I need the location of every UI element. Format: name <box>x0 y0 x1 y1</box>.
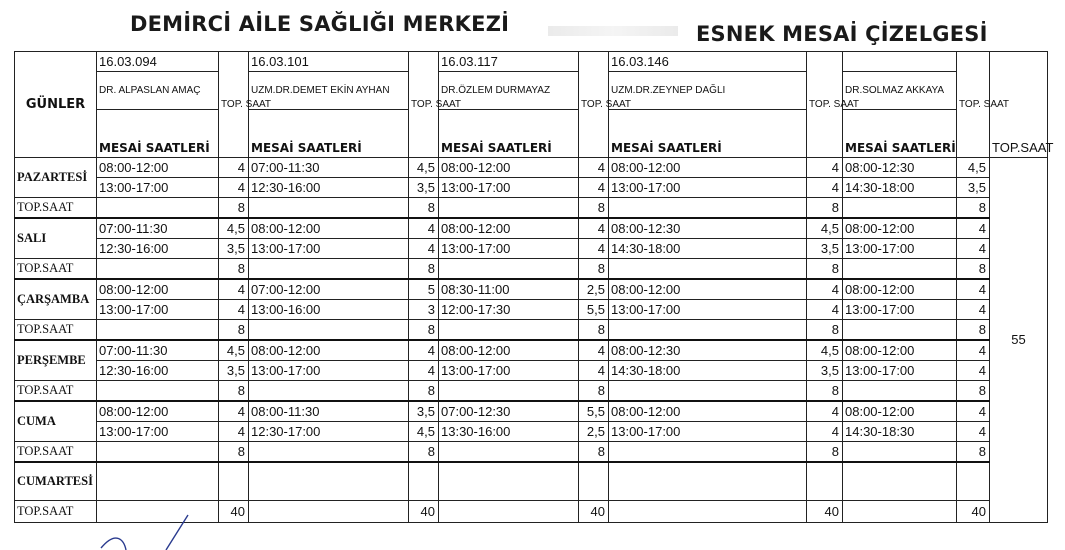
shift-hours: 08:00-12:00 <box>609 401 807 422</box>
shift-duration: 4 <box>957 340 990 361</box>
shift-hours: 12:30-16:00 <box>97 239 219 259</box>
empty-cell <box>97 381 219 402</box>
shift-hours: 12:00-17:30 <box>439 300 579 320</box>
day-total-row <box>15 381 1048 402</box>
mesai-header: MESAİ SAATLERİ <box>843 110 957 158</box>
day-total-value: 8 <box>579 320 609 341</box>
shift-duration: 4 <box>219 178 249 198</box>
day-total-value: 8 <box>957 381 990 402</box>
empty-cell <box>97 259 219 280</box>
empty-cell <box>249 500 409 522</box>
header-row-codes <box>15 52 1048 72</box>
header-row-mesai <box>15 110 1048 158</box>
shift-hours: 13:00-17:00 <box>97 178 219 198</box>
shift-duration: 4 <box>579 218 609 239</box>
empty-cell <box>97 198 219 219</box>
shift-duration: 4 <box>409 361 439 381</box>
week-total-label: TOP.SAAT <box>15 500 97 522</box>
empty-cell <box>249 462 409 500</box>
shift-duration: 4 <box>219 422 249 442</box>
shift-duration: 3,5 <box>409 401 439 422</box>
doctor-name: UZM.DR.ZEYNEP DAĞLI <box>609 72 807 110</box>
shift-duration: 4 <box>957 361 990 381</box>
empty-cell <box>843 320 957 341</box>
shift-hours: 08:00-12:30 <box>609 340 807 361</box>
shift-row <box>15 178 1048 198</box>
day-total-value: 8 <box>807 442 843 463</box>
shift-hours: 13:00-17:00 <box>609 300 807 320</box>
shift-hours: 08:00-12:00 <box>609 158 807 178</box>
shift-duration: 4 <box>579 239 609 259</box>
day-total-value: 8 <box>807 198 843 219</box>
shift-hours: 08:00-12:00 <box>439 340 579 361</box>
top-saat-header: TOP. SAAT <box>409 52 439 158</box>
shift-hours: 08:00-11:30 <box>249 401 409 422</box>
day-total-value: 8 <box>957 259 990 280</box>
day-total-value: 8 <box>957 320 990 341</box>
shift-duration: 3,5 <box>219 239 249 259</box>
empty-cell <box>609 320 807 341</box>
shift-duration: 4,5 <box>807 340 843 361</box>
empty-cell <box>579 462 609 500</box>
day-label: CUMARTESİ <box>15 462 97 500</box>
day-total-value: 8 <box>409 198 439 219</box>
day-total-value: 8 <box>219 198 249 219</box>
empty-cell <box>843 500 957 522</box>
shift-hours: 13:30-16:00 <box>439 422 579 442</box>
doctor-code: 16.03.094 <box>97 52 219 72</box>
day-total-value: 8 <box>219 381 249 402</box>
doctor-code <box>843 52 957 72</box>
shift-hours: 13:00-17:00 <box>439 178 579 198</box>
shift-duration: 4 <box>807 158 843 178</box>
shift-hours: 12:30-16:00 <box>97 361 219 381</box>
shift-duration: 5 <box>409 279 439 300</box>
shift-hours: 13:00-17:00 <box>843 239 957 259</box>
empty-cell <box>843 259 957 280</box>
shift-hours: 07:00-11:30 <box>97 340 219 361</box>
shift-duration: 4 <box>807 279 843 300</box>
shift-duration: 3,5 <box>807 361 843 381</box>
shift-hours: 08:00-12:00 <box>97 158 219 178</box>
shift-duration: 4 <box>807 300 843 320</box>
shift-duration: 4,5 <box>957 158 990 178</box>
shift-duration: 4 <box>219 401 249 422</box>
empty-cell <box>807 462 843 500</box>
empty-cell <box>249 442 409 463</box>
shift-duration: 4,5 <box>219 218 249 239</box>
schedule-sheet <box>14 51 1054 531</box>
shift-row <box>15 158 1048 178</box>
shift-hours: 08:00-12:30 <box>843 158 957 178</box>
empty-cell <box>97 320 219 341</box>
shift-hours: 13:00-17:00 <box>439 361 579 381</box>
empty-cell <box>249 259 409 280</box>
mesai-header: MESAİ SAATLERİ <box>249 110 409 158</box>
shift-row <box>15 300 1048 320</box>
shift-row <box>15 218 1048 239</box>
week-total-value: 40 <box>219 500 249 522</box>
day-label: SALI <box>15 218 97 259</box>
day-total-label: TOP.SAAT <box>15 259 97 280</box>
shift-duration: 5,5 <box>579 401 609 422</box>
shift-hours: 13:00-17:00 <box>843 361 957 381</box>
shift-row <box>15 422 1048 442</box>
day-total-value: 8 <box>579 259 609 280</box>
day-label: CUMA <box>15 401 97 442</box>
day-total-value: 8 <box>807 320 843 341</box>
shift-duration: 3,5 <box>409 178 439 198</box>
shift-duration: 3 <box>409 300 439 320</box>
shift-duration: 5,5 <box>579 300 609 320</box>
day-total-row <box>15 320 1048 341</box>
shift-duration: 4 <box>409 340 439 361</box>
empty-cell <box>439 198 579 219</box>
day-total-value: 8 <box>579 442 609 463</box>
day-total-label: TOP.SAAT <box>15 381 97 402</box>
shift-duration: 4 <box>409 218 439 239</box>
empty-cell <box>843 442 957 463</box>
schedule-title: ESNEK MESAİ ÇİZELGESİ <box>696 22 988 46</box>
shift-duration: 3,5 <box>219 361 249 381</box>
shift-row <box>15 401 1048 422</box>
doctor-code: 16.03.117 <box>439 52 579 72</box>
days-header: GÜNLER <box>15 52 97 158</box>
grand-total-header: TOP.SAAT <box>990 52 1048 158</box>
shift-row <box>15 239 1048 259</box>
day-total-value: 8 <box>409 442 439 463</box>
shift-duration: 4 <box>579 178 609 198</box>
shift-hours: 13:00-17:00 <box>97 300 219 320</box>
day-label: ÇARŞAMBA <box>15 279 97 320</box>
shift-hours: 08:00-12:00 <box>843 218 957 239</box>
empty-cell <box>609 259 807 280</box>
week-total-value: 40 <box>579 500 609 522</box>
shift-hours: 13:00-17:00 <box>609 178 807 198</box>
week-total-value: 40 <box>807 500 843 522</box>
shift-duration: 4,5 <box>807 218 843 239</box>
week-total-value: 40 <box>957 500 990 522</box>
day-total-value: 8 <box>807 381 843 402</box>
day-total-label: TOP.SAAT <box>15 320 97 341</box>
shift-duration: 4,5 <box>219 340 249 361</box>
shift-hours: 08:00-12:00 <box>439 158 579 178</box>
mesai-header: MESAİ SAATLERİ <box>97 110 219 158</box>
shift-hours: 14:30-18:00 <box>609 239 807 259</box>
empty-cell <box>439 442 579 463</box>
doctor-name: DR.SOLMAZ AKKAYA <box>843 72 957 110</box>
shift-row <box>15 279 1048 300</box>
doctor-name: DR.ÖZLEM DURMAYAZ <box>439 72 579 110</box>
day-total-value: 8 <box>579 198 609 219</box>
day-total-value: 8 <box>219 320 249 341</box>
day-total-value: 8 <box>409 381 439 402</box>
shift-hours: 13:00-17:00 <box>843 300 957 320</box>
day-total-label: TOP.SAAT <box>15 198 97 219</box>
shift-duration: 3,5 <box>957 178 990 198</box>
empty-cell <box>249 198 409 219</box>
shift-hours: 13:00-17:00 <box>439 239 579 259</box>
shift-row <box>15 361 1048 381</box>
shift-hours: 08:00-12:00 <box>609 279 807 300</box>
shift-duration: 4 <box>957 239 990 259</box>
shift-duration: 4,5 <box>409 422 439 442</box>
grand-total-value: 55 <box>990 158 1048 523</box>
shift-hours: 12:30-16:00 <box>249 178 409 198</box>
page-title: DEMİRCİ AİLE SAĞLIĞI MERKEZİ <box>130 12 510 36</box>
shift-hours: 08:00-12:00 <box>97 279 219 300</box>
shift-hours: 08:00-12:00 <box>843 401 957 422</box>
day-total-row <box>15 442 1048 463</box>
empty-cell <box>609 381 807 402</box>
doctor-name: UZM.DR.DEMET EKİN AYHAN <box>249 72 409 110</box>
shift-hours: 13:00-17:00 <box>97 422 219 442</box>
shift-hours: 07:00-11:30 <box>249 158 409 178</box>
saturday-row <box>15 462 1048 500</box>
top-saat-header: TOP. SAAT <box>957 52 990 158</box>
shift-hours: 13:00-17:00 <box>249 361 409 381</box>
week-total-value: 40 <box>409 500 439 522</box>
empty-cell <box>439 320 579 341</box>
empty-cell <box>609 462 807 500</box>
shift-hours: 07:00-11:30 <box>97 218 219 239</box>
day-total-row <box>15 198 1048 219</box>
empty-cell <box>439 259 579 280</box>
shift-duration: 2,5 <box>579 279 609 300</box>
day-total-value: 8 <box>409 259 439 280</box>
shift-row <box>15 340 1048 361</box>
empty-cell <box>843 381 957 402</box>
empty-cell <box>439 500 579 522</box>
shift-duration: 4 <box>579 158 609 178</box>
shift-hours: 08:00-12:30 <box>609 218 807 239</box>
shift-hours: 08:30-11:00 <box>439 279 579 300</box>
day-total-value: 8 <box>219 442 249 463</box>
empty-cell <box>97 442 219 463</box>
shift-hours: 08:00-12:00 <box>843 279 957 300</box>
empty-cell <box>609 442 807 463</box>
empty-cell <box>249 320 409 341</box>
shift-duration: 3,5 <box>807 239 843 259</box>
shift-duration: 4 <box>807 178 843 198</box>
shift-hours: 07:00-12:00 <box>249 279 409 300</box>
schedule-table <box>14 51 1054 523</box>
empty-cell <box>957 462 990 500</box>
day-total-value: 8 <box>219 259 249 280</box>
day-total-value: 8 <box>579 381 609 402</box>
shift-hours: 13:00-16:00 <box>249 300 409 320</box>
signature-mark <box>96 510 216 550</box>
shift-hours: 14:30-18:00 <box>609 361 807 381</box>
doctor-code: 16.03.101 <box>249 52 409 72</box>
shift-duration: 4 <box>957 279 990 300</box>
shift-duration: 4 <box>219 279 249 300</box>
mesai-header: MESAİ SAATLERİ <box>609 110 807 158</box>
shift-duration: 4 <box>957 401 990 422</box>
doctor-code: 16.03.146 <box>609 52 807 72</box>
header-row-names <box>15 72 1048 110</box>
top-saat-header: TOP. SAAT <box>219 52 249 158</box>
shift-hours: 08:00-12:00 <box>439 218 579 239</box>
day-total-row <box>15 259 1048 280</box>
empty-cell <box>843 462 957 500</box>
shift-hours: 13:00-17:00 <box>249 239 409 259</box>
day-total-label: TOP.SAAT <box>15 442 97 463</box>
doctor-name: DR. ALPASLAN AMAÇ <box>97 72 219 110</box>
day-total-value: 8 <box>957 442 990 463</box>
empty-cell <box>439 381 579 402</box>
shift-duration: 4 <box>807 401 843 422</box>
empty-cell <box>843 198 957 219</box>
top-saat-header: TOP. SAAT <box>579 52 609 158</box>
faded-scan-mark <box>548 26 678 36</box>
shift-hours: 08:00-12:00 <box>249 218 409 239</box>
mesai-header: MESAİ SAATLERİ <box>439 110 579 158</box>
shift-hours: 07:00-12:30 <box>439 401 579 422</box>
shift-duration: 4 <box>957 300 990 320</box>
shift-duration: 4 <box>219 158 249 178</box>
shift-hours: 08:00-12:00 <box>843 340 957 361</box>
shift-hours: 12:30-17:00 <box>249 422 409 442</box>
shift-hours: 08:00-12:00 <box>97 401 219 422</box>
empty-cell <box>97 462 219 500</box>
empty-cell <box>609 198 807 219</box>
shift-duration: 4 <box>957 218 990 239</box>
day-label: PAZARTESİ <box>15 158 97 198</box>
day-label: PERŞEMBE <box>15 340 97 381</box>
shift-duration: 4 <box>579 361 609 381</box>
top-saat-header: TOP. SAAT <box>807 52 843 158</box>
empty-cell <box>409 462 439 500</box>
day-total-value: 8 <box>807 259 843 280</box>
shift-hours: 14:30-18:00 <box>843 178 957 198</box>
day-total-value: 8 <box>409 320 439 341</box>
shift-duration: 4,5 <box>409 158 439 178</box>
shift-duration: 4 <box>579 340 609 361</box>
shift-duration: 4 <box>957 422 990 442</box>
shift-hours: 13:00-17:00 <box>609 422 807 442</box>
day-total-value: 8 <box>957 198 990 219</box>
empty-cell <box>219 462 249 500</box>
empty-cell <box>609 500 807 522</box>
shift-duration: 4 <box>409 239 439 259</box>
shift-hours: 14:30-18:30 <box>843 422 957 442</box>
empty-cell <box>439 462 579 500</box>
shift-hours: 08:00-12:00 <box>249 340 409 361</box>
empty-cell <box>249 381 409 402</box>
shift-duration: 4 <box>219 300 249 320</box>
shift-duration: 4 <box>807 422 843 442</box>
shift-duration: 2,5 <box>579 422 609 442</box>
